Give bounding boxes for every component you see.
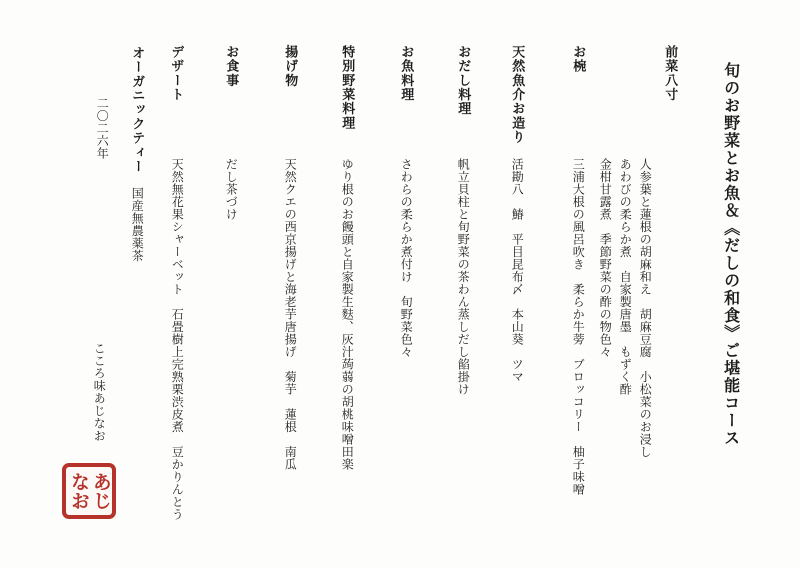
hanko-seal-column-right: あじ [89,472,112,510]
menu-item: 三浦大根の風呂吹き 柔らか牛蒡 ブロッコリー 柚子味噌 [571,158,586,496]
menu-item: ゆり根のお饅頭と自家製生麩、灰汁蒟蒻の胡桃味噌田楽 [340,158,355,471]
menu-item: 人参葉と蓮根の胡麻和え 胡麻豆腐 小松菜のお浸し [638,158,653,458]
menu-item: 活勘八 鰆 平目昆布〆 本山葵 ツマ [510,158,525,383]
menu-item: さわらの柔らか煮付け 旬野菜色々 [399,158,414,358]
section-header-owan: お椀 [570,45,586,74]
section-header-zensai: 前菜八寸 [662,45,678,102]
menu-item: 帆立貝柱と旬野菜の茶わん蒸しだし餡掛け [456,158,471,396]
menu-item: あわびの柔らか煮 自家製唐墨 もずく酢 [618,158,633,396]
restaurant-signature: こころ味あじなお [92,342,107,442]
section-header-odashi: おだし料理 [455,45,471,116]
section-header-dessert: デザート [168,45,184,102]
hanko-seal-text [67,472,111,510]
section-header-organic-tea: オーガニックティー [129,46,145,174]
menu-item: 天然無花果シャーベット 石畳樹上完熟栗渋皮煮 豆かりんとう [170,158,185,521]
hanko-seal [62,463,116,519]
section-header-osakana: お魚料理 [398,45,414,102]
menu-item: 天然クエの西京揚げと海老芋唐揚げ 菊芋 蓮根 南瓜 [283,158,298,471]
section-header-agemono: 揚げ物 [282,45,298,88]
section-header-oshokuji: お食事 [223,45,239,88]
section-header-otsukuri: 天然魚介お造り [509,45,525,145]
menu-year: 二〇二六年 [95,97,110,160]
menu-title: 旬のお野菜とお魚＆《だしの和食》ご堪能コース [721,62,741,447]
menu-item: だし茶づけ [224,158,239,221]
menu-item: 国産無農薬茶 [130,187,145,262]
section-header-tokubetsu-yasai: 特別野菜料理 [339,45,355,131]
menu-item: 金柑甘露煮 季節野菜の酢の物色々 [598,158,613,358]
hanko-seal-column-left: なお [68,472,90,510]
